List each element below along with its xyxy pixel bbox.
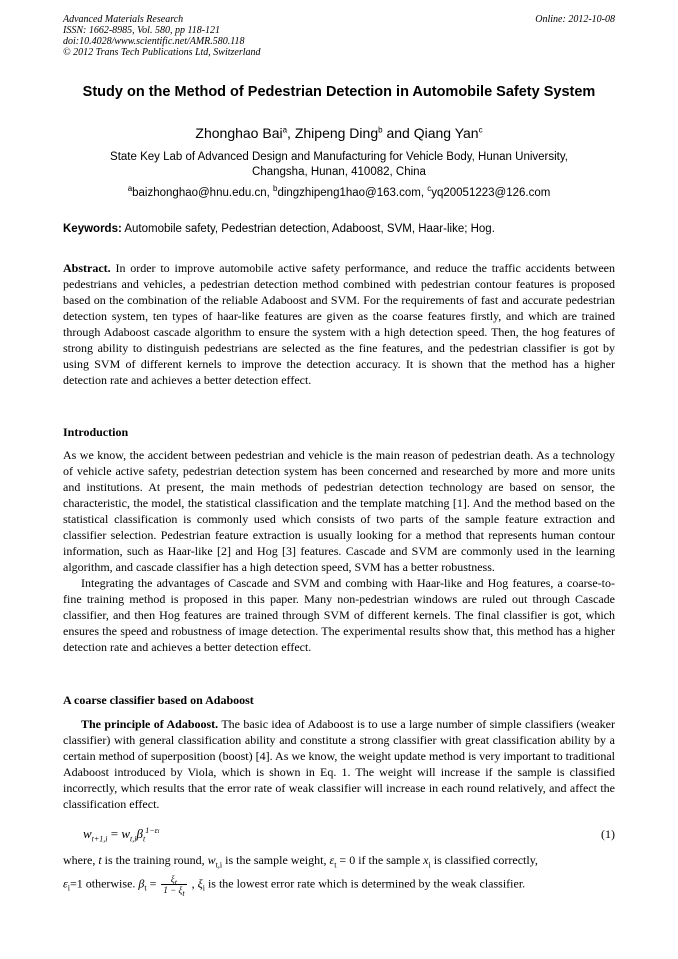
equation-explanation-line2 (63, 874, 615, 898)
online-date: Online: 2012-10-08 (535, 14, 615, 25)
eq-superscript: 1−ε (145, 825, 158, 835)
author-name: Qiang Yan (413, 125, 479, 141)
keywords-text: Automobile safety, Pedestrian detection, Adaboost, SVM, Haar-like; Hog. (121, 223, 495, 235)
copyright-line: © 2012 Trans Tech Publications Ltd, Switzerland (63, 47, 261, 58)
eq-symbol: w (121, 826, 131, 841)
section-heading-introduction: Introduction (63, 425, 129, 439)
email-mark: a (127, 184, 133, 194)
text-run: is the lowest error rate which is determined by the weak classifier. (204, 876, 526, 891)
paragraph: As we know, the accident between pedestrian and vehicle is the main reason of pedestrian death. As a technology of vehicle active safety, pedestrian detection system has been concerned and researched by more and more units and institutions. At present, the main methods of pedestrian detection technology are based on sensor, the characteristic, the model, the statistical classification and the template matching [1]. And the method based on the statistical classification is commonly used which consists of two parts of the sample feature extraction and classifier selection. Pedestrian feature extraction is usually looking for a method that represents human contour information, such as Haar-like [2] and Hog [3] features. Cascade and SVM are commonly used in the learning algorithm, and cascade classifier has a high detection speed, SVM has a better robustness. (63, 448, 615, 574)
abstract-text: In order to improve automobile active safety performance, and reduce the traffic accidents between pedestrians and vehicles, a pedestrian detection method combined with pedestrian contour features is proposed based on the combination of the reliable Adaboost and SVM. For the requirements of fast and accurate pedestrian detection system, ten types of haar-like features are given as the coarse features firstly, and which are trained through Adaboost cascade algorithm to ensure the system with a high detection speed. Then, the hog features of strong ability to distinguish pedestrians are selected as the fine features, and the pedestrian classifier is got by using SVM of different kernels to improve the detection accuracy. It is shown that the method has a higher detection rate and achieves a better detection effect. (63, 261, 615, 387)
journal-name: Advanced Materials Research (63, 14, 184, 25)
doi-line[interactable]: doi:10.4028/www.scientific.net/AMR.580.118 (63, 36, 245, 47)
subsection-label: The principle of Adaboost. (81, 717, 219, 731)
math-sub: i (428, 860, 431, 870)
introduction-body (63, 447, 615, 655)
author-separator: and (382, 125, 414, 141)
math-var: ε (63, 876, 68, 891)
eq-subscript: t,i (130, 834, 137, 844)
math-var: t (98, 853, 102, 867)
keywords-label: Keywords: (63, 223, 122, 235)
author-mark: b (378, 125, 383, 135)
author-mark: a (282, 125, 288, 135)
issn-line: ISSN: 1662-8985, Vol. 580, pp 118-121 (63, 25, 221, 36)
text-run: = (146, 876, 160, 891)
math-var: x (423, 853, 429, 867)
equation-explanation (63, 852, 615, 868)
email-link[interactable]: dingzhipeng1hao@163.com, (277, 187, 428, 199)
email-link[interactable]: baizhonghao@hnu.edu.cn, (132, 187, 273, 199)
eq-symbol: w (83, 826, 92, 841)
equation-number: (1) (601, 827, 615, 841)
email-mark: b (272, 184, 278, 194)
author-separator: , (287, 125, 295, 141)
eq-operator: = (107, 826, 122, 841)
eq-symbol: β (136, 826, 143, 841)
math-sub: t (182, 888, 185, 898)
fraction-denominator (161, 885, 186, 898)
keywords (63, 222, 615, 237)
paper-title: Study on the Method of Pedestrian Detection in Automobile Safety System (82, 84, 596, 100)
math-sub: t (144, 883, 147, 893)
affiliation-line: Changsha, Hunan, 410082, China (252, 166, 426, 178)
eq-subscript: t (142, 834, 146, 844)
fraction (161, 874, 186, 898)
eq-superscript-sub: i (157, 828, 160, 835)
text-run: where, (63, 853, 99, 867)
math-var: ξ (197, 876, 203, 891)
section-heading-adaboost: A coarse classifier based on Adaboost (63, 693, 254, 707)
email-link[interactable]: yq20051223@126.com (431, 187, 551, 199)
text-run: =1 otherwise. (69, 876, 139, 891)
math-sub: i (67, 883, 70, 893)
affiliation (63, 150, 615, 180)
author-name: Zhipeng Ding (294, 125, 379, 141)
author-list (63, 124, 615, 142)
adaboost-paragraph (63, 716, 615, 812)
email-mark: c (427, 184, 432, 194)
math-var: ε (329, 853, 335, 867)
math-sub: t (174, 877, 178, 887)
abstract-label: Abstract. (63, 261, 111, 275)
running-header (63, 14, 615, 58)
math-var: w (207, 853, 216, 867)
author-mark: c (478, 125, 483, 135)
equation-1 (63, 822, 615, 848)
paragraph-text: The basic idea of Adaboost is to use a large number of simple classifiers (weaker classifier) with general classification ability and constitute a strong classifier with great classification ability by a certain method of superposition (boost) [4]. As we know, the weight update method is very important to traditional Adaboost introduced by Viola, which is shown in Eq. 1. The weight will increase if the sample is classified incorrectly, which results that the error rate of weak classifier will increase in each round relatively, and affect the classification effect. (63, 717, 615, 811)
math-var: 1 − ξ (163, 885, 183, 895)
fraction-numerator (161, 874, 186, 885)
math-var: β (138, 876, 145, 891)
math-var: ξ (170, 874, 175, 884)
math-sub: t (334, 860, 337, 870)
author-emails (63, 186, 615, 201)
equation-formula (83, 826, 159, 842)
text-run: , (188, 876, 198, 891)
text-run: is classified correctly, (430, 853, 538, 867)
text-run: is the sample weight, (222, 853, 330, 867)
text-run: is the training round, (101, 853, 208, 867)
eq-subscript: t+1,i (91, 834, 108, 844)
abstract (63, 260, 615, 388)
text-run: = 0 if the sample (336, 853, 424, 867)
paragraph: Integrating the advantages of Cascade and SVM and combing with Haar-like and Hog features, a coarse-to-fine training method is proposed in this paper. Many non-pedestrian windows are ruled out through Cascade classifier, and then Hog features are trained through SVM of different kernels. The final classifier is got, which ensures the speed and robustness of image detection. The experimental results show that, this method has a higher detection rate and achieves a better detection effect. (63, 576, 615, 654)
affiliation-line: State Key Lab of Advanced Design and Manufacturing for Vehicle Body, Hunan University, (110, 151, 568, 163)
author-name: Zhonghao Bai (195, 125, 283, 141)
math-sub: i (202, 883, 205, 893)
math-sub: t,i (215, 860, 223, 870)
